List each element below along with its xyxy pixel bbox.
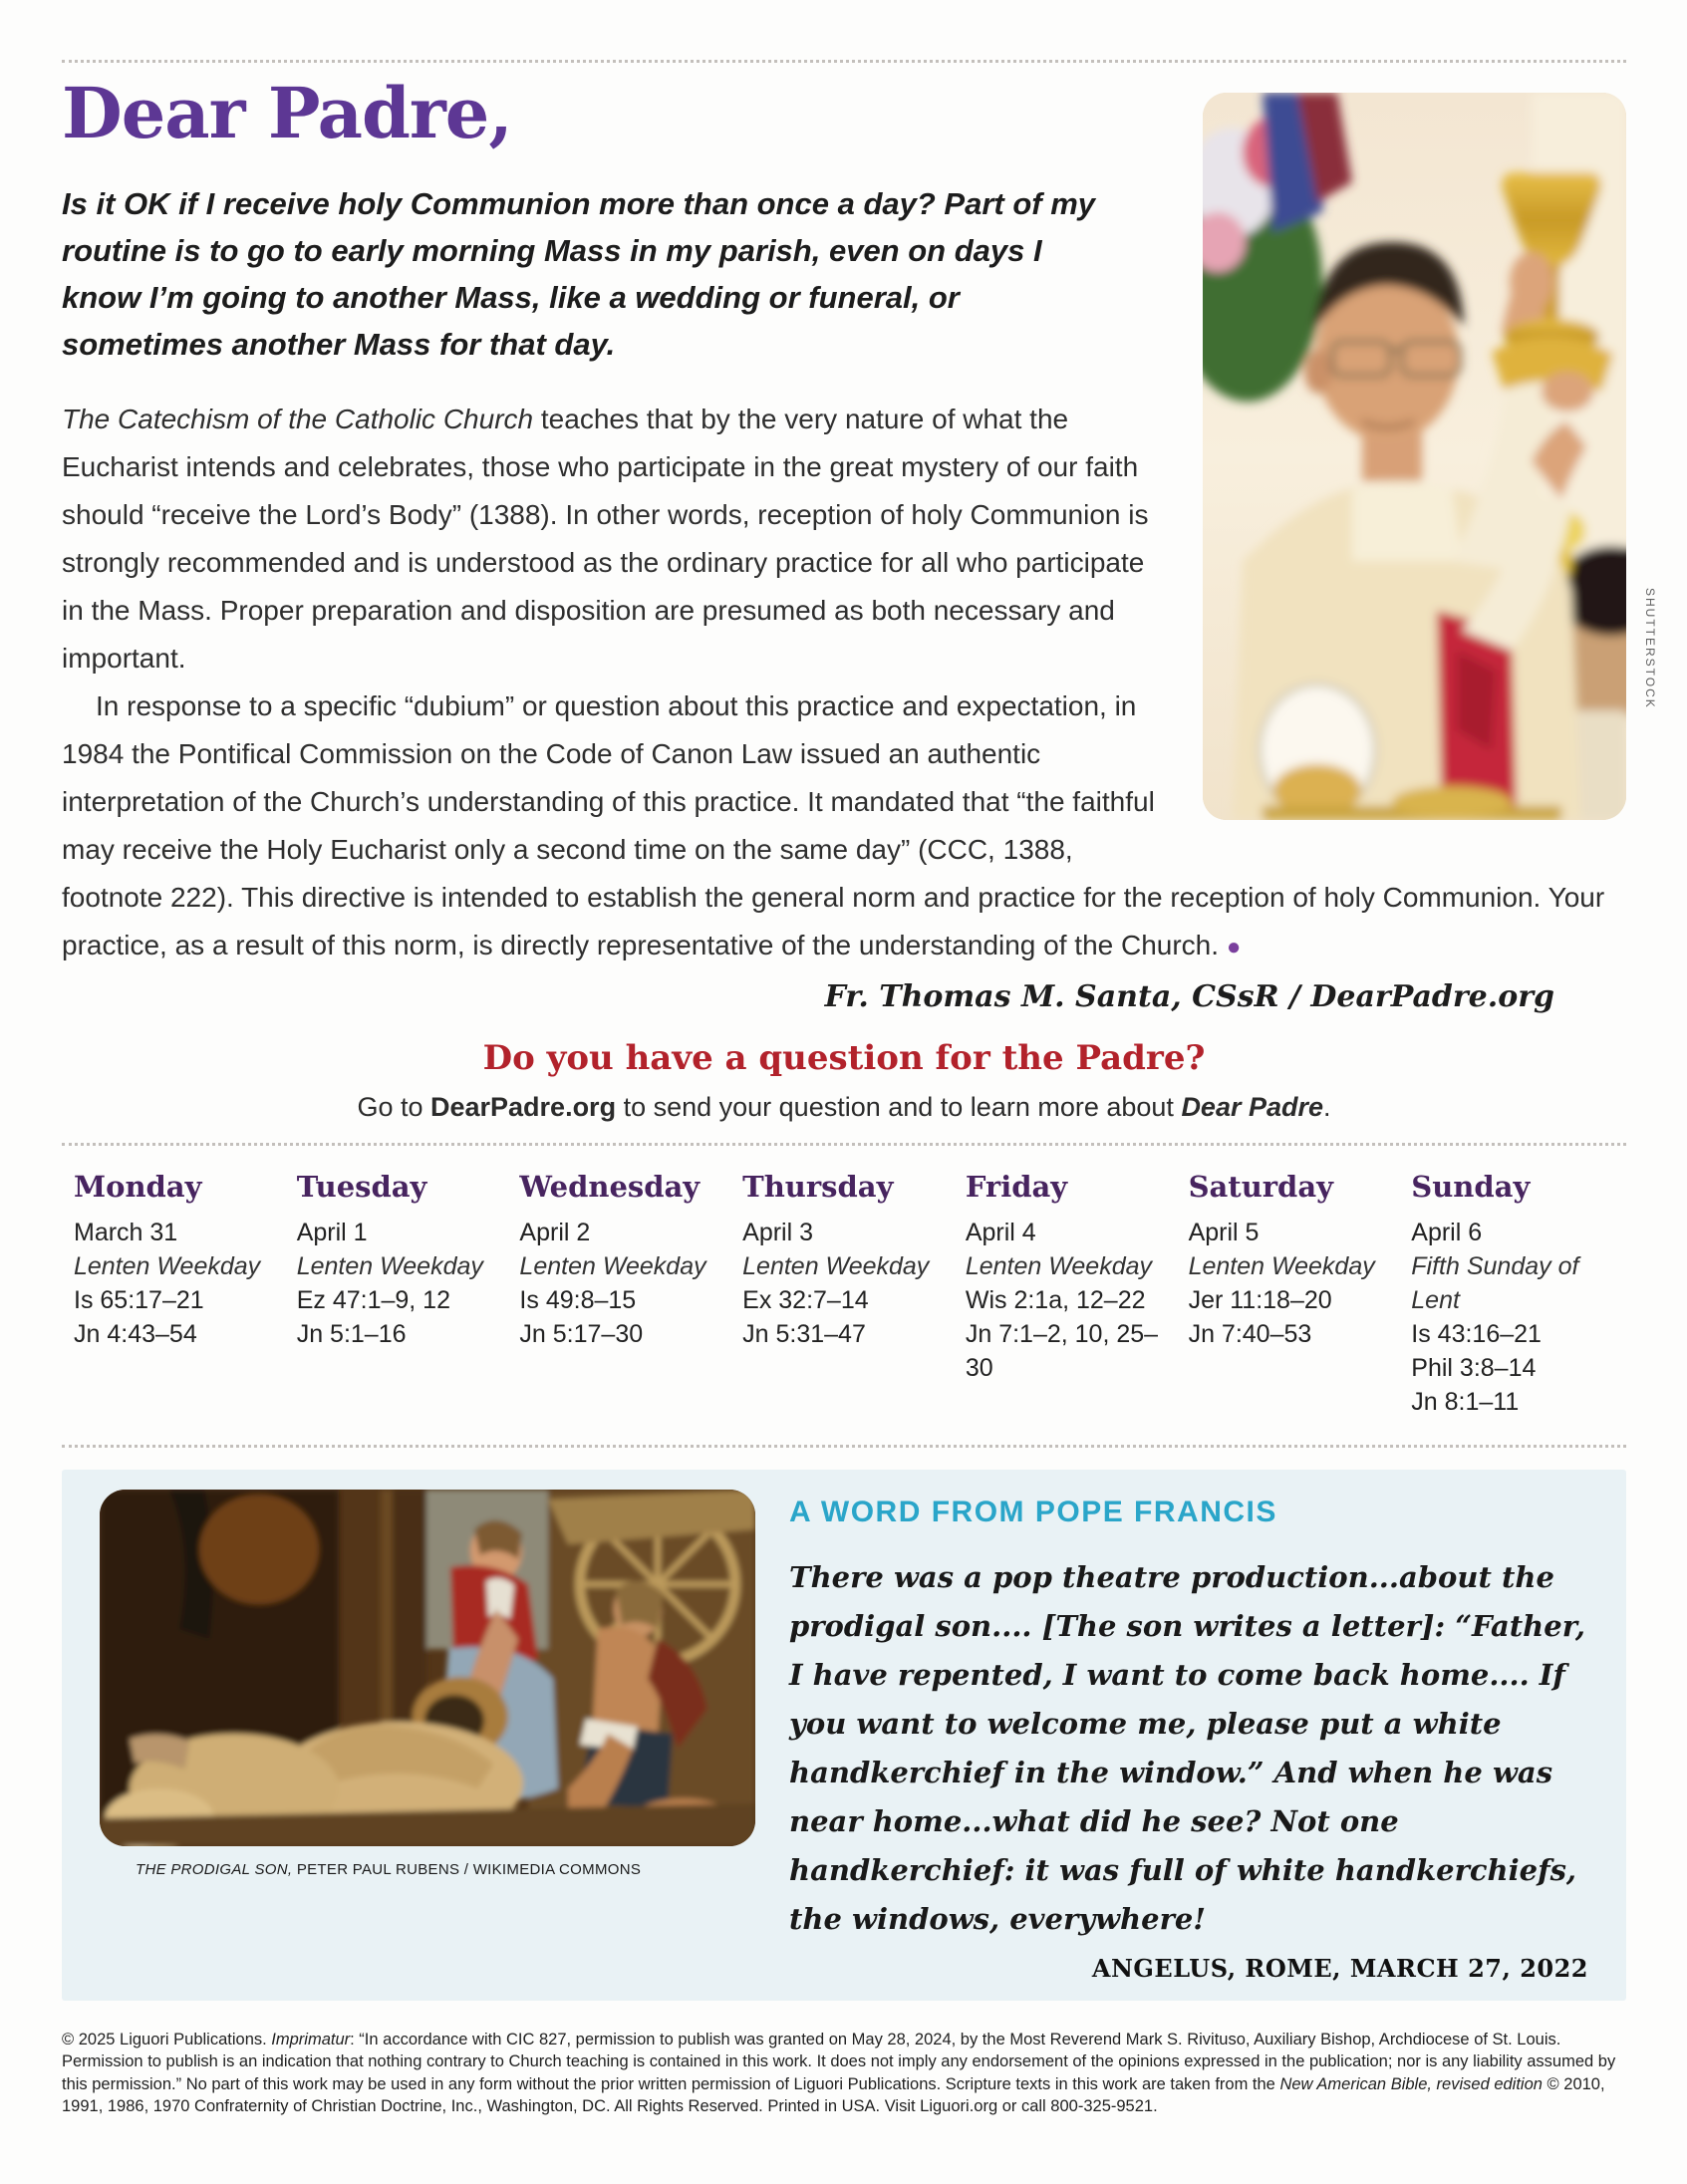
prodigal-son-painting	[100, 1490, 755, 1846]
calendar-day-friday: Friday April 4 Lenten Weekday Wis 2:1a, 12–22 Jn 7:1–2, 10, 25–30	[965, 1169, 1159, 1382]
pope-francis-panel	[62, 1470, 1626, 2001]
dear-padre-article	[62, 72, 1626, 1014]
calendar-day-wednesday: Wednesday April 2 Lenten Weekday Is 49:8–15 Jn 5:17–30	[519, 1169, 706, 1348]
answer-paragraph-1: The Catechism of the Catholic Church teaches that by the very nature of what the Eucharist intends and celebrates, those who participate in the great mystery of our faith should “receive the Lord’s Body” (1388). In other words, reception of holy Communion is strongly recommended and is understood as the ordinary practice for all who participate in the Mass. Proper preparation and disposition are presumed as both necessary and important.	[62, 403, 1149, 674]
catechism-title-italic: The Catechism of the Catholic Church	[62, 403, 534, 434]
photo-credit-shutterstock: SHUTTERSTOCK	[1643, 588, 1657, 709]
pope-quote-attribution: ANGELUS, ROME, MARCH 27, 2022	[1091, 1953, 1588, 1983]
answer-paragraph-2: In response to a specific “dubium” or question about this practice and expectation, in 1984 the Pontifical Commission on the Code of Canon Law issued an authentic interpretation of the Church’s understanding of this practice. It mandated that “the faithful may receive the Holy Eucharist only a second time on the same day” (CCC, 1388, footnote 222). This directive is intended to establish the general norm and practice for the reception of holy Communion. Your practice, as a result of this norm, is directly representative of the understanding of the Church. ●	[62, 689, 1605, 960]
calendar-day-tuesday: Tuesday April 1 Lenten Weekday Ez 47:1–9, 12 Jn 5:1–16	[296, 1169, 483, 1348]
calendar-day-sunday: Sunday April 6 Fifth Sunday of Lent Is 43:16–21 Phil 3:8–14 Jn 8:1–11	[1411, 1169, 1579, 1416]
calendar-day-thursday: Thursday April 3 Lenten Weekday Ex 32:7–14 Jn 5:31–47	[742, 1169, 930, 1348]
calendar-day-saturday: Saturday April 5 Lenten Weekday Jer 11:18–20 Jn 7:40–53	[1188, 1169, 1375, 1348]
top-divider	[62, 60, 1626, 63]
pope-heading: A WORD FROM POPE FRANCIS	[789, 1495, 1277, 1528]
artwork-caption: THE PRODIGAL SON, PETER PAUL RUBENS / WIKIMEDIA COMMONS	[136, 1860, 642, 1878]
end-of-article-bullet: ●	[1226, 933, 1242, 960]
cta-line: Go to DearPadre.org to send your question and to learn more about Dear Padre.	[357, 1091, 1331, 1122]
prodigal-son-illustration	[100, 1490, 755, 1846]
calendar-bottom-divider	[62, 1445, 1626, 1448]
pope-quote: There was a pop theatre production...about the prodigal son.... [The son writes a letter]: “Father, I have repented, I want to come back home.... If you want to welcome me, please put a white handkerchief in the window.” And when he was near home...what did he see? Not one handkerchief: it was full of white handkerchiefs, the windows, everywhere!	[789, 1559, 1585, 1936]
artwork-block	[100, 1490, 755, 1983]
calendar-day-monday: Monday March 31 Lenten Weekday Is 65:17–21 Jn 4:43–54	[74, 1169, 261, 1348]
calendar-top-divider	[62, 1143, 1626, 1146]
pope-quote-block	[789, 1490, 1592, 1983]
copyright-fine-print: © 2025 Liguori Publications. Imprimatur: “In accordance with CIC 827, permission to publish was granted on May 28, 2024, by the Most Reverend Mark S. Rivituso, Auxiliary Bishop, Archdiocese of St. Louis. Permission to publish is an indication that nothing contrary to Church teaching is contained in this work. It does not imply any endorsement of the opinions expressed in the publication; nor is any liability assumed by this permission.” No part of this work may be used in any form without the prior written permission of Liguori Publications. Scripture texts in this work are taken from the New American Bible, revised edition © 2010, 1991, 1986, 1970 Confraternity of Christian Doctrine, Inc., Washington, DC. All Rights Reserved. Printed in USA. Visit Liguori.org or call 800-325-9521.	[62, 2030, 1616, 2115]
author-signature: Fr. Thomas M. Santa, CSsR / DearPadre.org	[824, 978, 1554, 1014]
weekly-readings-calendar	[74, 1170, 1616, 1419]
dearpadre-url: DearPadre.org	[429, 1091, 617, 1122]
reader-question: Is it OK if I receive holy Communion more than once a day? Part of my routine is to go to early morning Mass in my parish, even on days I know I’m going to another Mass, like a wedding or funeral, or sometimes another Mass for that day.	[62, 185, 1096, 362]
cta-heading: Do you have a question for the Padre?	[482, 1037, 1206, 1078]
dear-padre-title-ref: Dear Padre	[1181, 1091, 1324, 1122]
question-cta	[62, 1038, 1626, 1123]
page-title: Dear Padre,	[62, 72, 512, 154]
priest-elevating-chalice-photo	[1203, 93, 1626, 820]
priest-photo-illustration	[1203, 93, 1626, 820]
